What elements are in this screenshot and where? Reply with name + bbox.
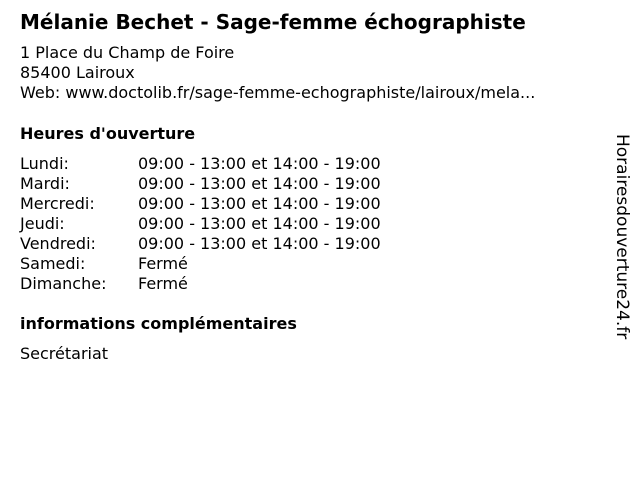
day-label: Vendredi: bbox=[20, 234, 96, 253]
additional-info-heading: informations complémentaires bbox=[20, 314, 297, 333]
hours-row-monday bbox=[20, 154, 440, 174]
address-street: 1 Place du Champ de Foire bbox=[20, 43, 235, 62]
day-label: Lundi: bbox=[20, 154, 69, 173]
opening-hours-heading: Heures d'ouverture bbox=[20, 124, 196, 143]
hours-value: 09:00 - 13:00 et 14:00 - 19:00 bbox=[138, 234, 381, 253]
day-label: Dimanche: bbox=[20, 274, 107, 293]
address-block bbox=[20, 43, 535, 103]
hours-value: 09:00 - 13:00 et 14:00 - 19:00 bbox=[138, 214, 381, 233]
hours-row-friday bbox=[20, 234, 440, 254]
page-title: Mélanie Bechet - Sage-femme échographiste bbox=[20, 10, 526, 34]
day-label: Mercredi: bbox=[20, 194, 95, 213]
address-city: 85400 Lairoux bbox=[20, 63, 135, 82]
additional-info-text: Secrétariat bbox=[20, 344, 109, 363]
hours-row-sunday bbox=[20, 274, 440, 294]
brand-watermark: Horairesdouverture24.fr bbox=[612, 134, 632, 340]
hours-value: 09:00 - 13:00 et 14:00 - 19:00 bbox=[138, 194, 381, 213]
hours-row-thursday bbox=[20, 214, 440, 234]
hours-value: Fermé bbox=[138, 274, 188, 293]
hours-row-wednesday bbox=[20, 194, 440, 214]
hours-row-tuesday bbox=[20, 174, 440, 194]
website-link[interactable]: Web: www.doctolib.fr/sage-femme-echographiste/lairoux/mela... bbox=[20, 83, 536, 102]
day-label: Samedi: bbox=[20, 254, 86, 273]
day-label: Jeudi: bbox=[20, 214, 65, 233]
hours-row-saturday bbox=[20, 254, 440, 274]
hours-value: Fermé bbox=[138, 254, 188, 273]
hours-value: 09:00 - 13:00 et 14:00 - 19:00 bbox=[138, 174, 381, 193]
hours-value: 09:00 - 13:00 et 14:00 - 19:00 bbox=[138, 154, 381, 173]
day-label: Mardi: bbox=[20, 174, 70, 193]
opening-hours-table bbox=[20, 154, 440, 294]
